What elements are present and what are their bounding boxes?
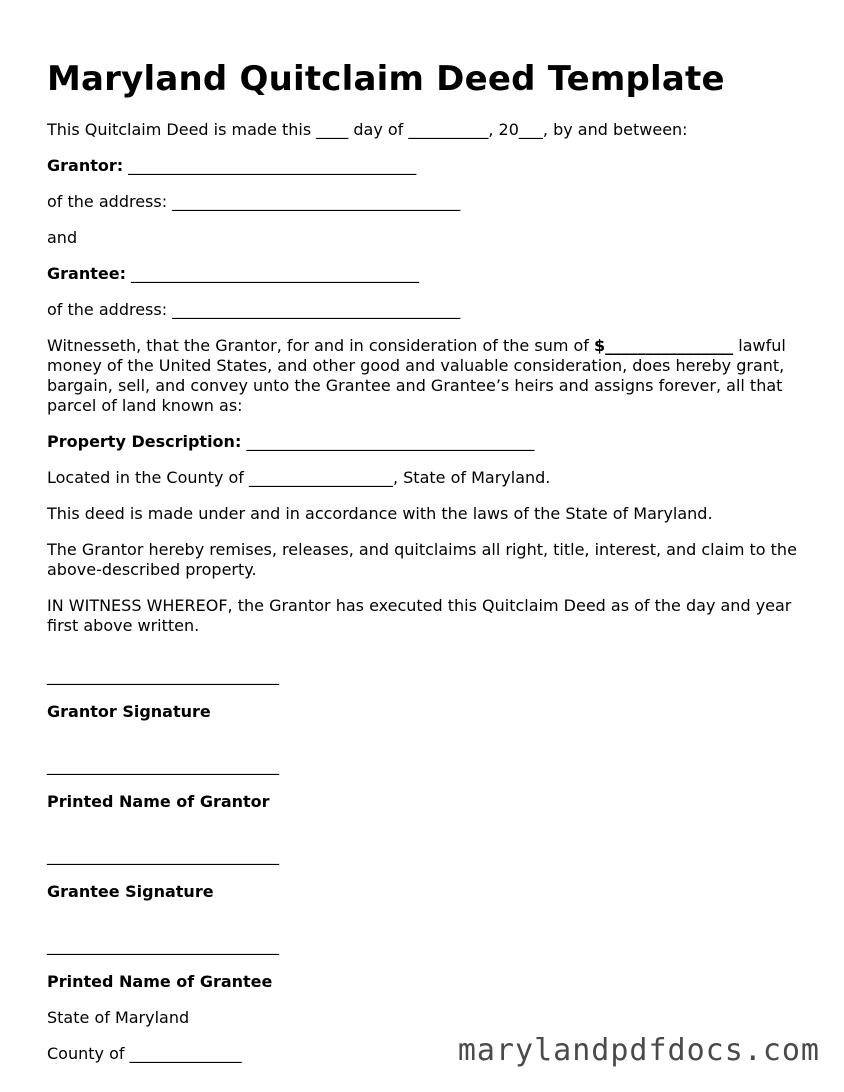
intro-paragraph: This Quitclaim Deed is made this ____ day of __________, 20___, by and between: <box>47 120 688 139</box>
grantee-label: Grantee: <box>47 264 126 283</box>
grantor-signature-line: _____________________________ <box>47 666 279 685</box>
property-description-label: Property Description: <box>47 432 242 451</box>
county-of-line: County of ______________ <box>47 1044 242 1063</box>
grantee-address-line: of the address: ____________________________________ <box>47 300 461 319</box>
grantee-signature-line: _____________________________ <box>47 846 279 865</box>
document-page <box>47 58 807 1080</box>
grantee-printed-name-line: _____________________________ <box>47 936 279 955</box>
grantee-signature-label: Grantee Signature <box>47 882 214 901</box>
page-title: Maryland Quitclaim Deed Template <box>47 59 725 99</box>
consideration-paragraph <box>47 336 807 416</box>
grantee-blank: ____________________________________ <box>125 264 420 283</box>
watermark: marylandpdfdocs.com <box>457 1033 820 1068</box>
conjunction-and: and <box>47 228 78 247</box>
grantor-line <box>47 156 807 176</box>
property-description-line <box>47 432 807 452</box>
consideration-amount-blank: $________________ <box>594 336 734 355</box>
grantor-signature-label: Grantor Signature <box>47 702 211 721</box>
grantee-printed-name-label: Printed Name of Grantee <box>47 972 273 991</box>
grantee-line <box>47 264 807 284</box>
state-line: State of Maryland <box>47 1008 190 1027</box>
grantor-blank: ____________________________________ <box>123 156 417 175</box>
grantor-printed-name-label: Printed Name of Grantor <box>47 792 270 811</box>
county-location-line: Located in the County of __________________, State of Maryland. <box>47 468 551 487</box>
property-description-blank: ____________________________________ <box>241 432 535 451</box>
consideration-suffix: lawful money of the United States, and other good and valuable consideration, does hereby grant, bargain, sell, and convey unto the Grantee and Grantee’s heirs and assigns forever, all that parcel of land known as: <box>47 336 786 415</box>
grantor-printed-name-line: _____________________________ <box>47 756 279 775</box>
grantor-address-line: of the address: ____________________________________ <box>47 192 461 211</box>
remise-paragraph: The Grantor hereby remises, releases, and quitclaims all right, title, interest, and claim to the above-described property. <box>47 540 797 579</box>
grantor-label: Grantor: <box>47 156 124 175</box>
consideration-prefix: Witnesseth, that the Grantor, for and in consideration of the sum of <box>47 336 595 355</box>
laws-paragraph: This deed is made under and in accordance with the laws of the State of Maryland. <box>47 504 713 523</box>
witness-paragraph: IN WITNESS WHEREOF, the Grantor has executed this Quitclaim Deed as of the day and year first above written. <box>47 596 792 635</box>
